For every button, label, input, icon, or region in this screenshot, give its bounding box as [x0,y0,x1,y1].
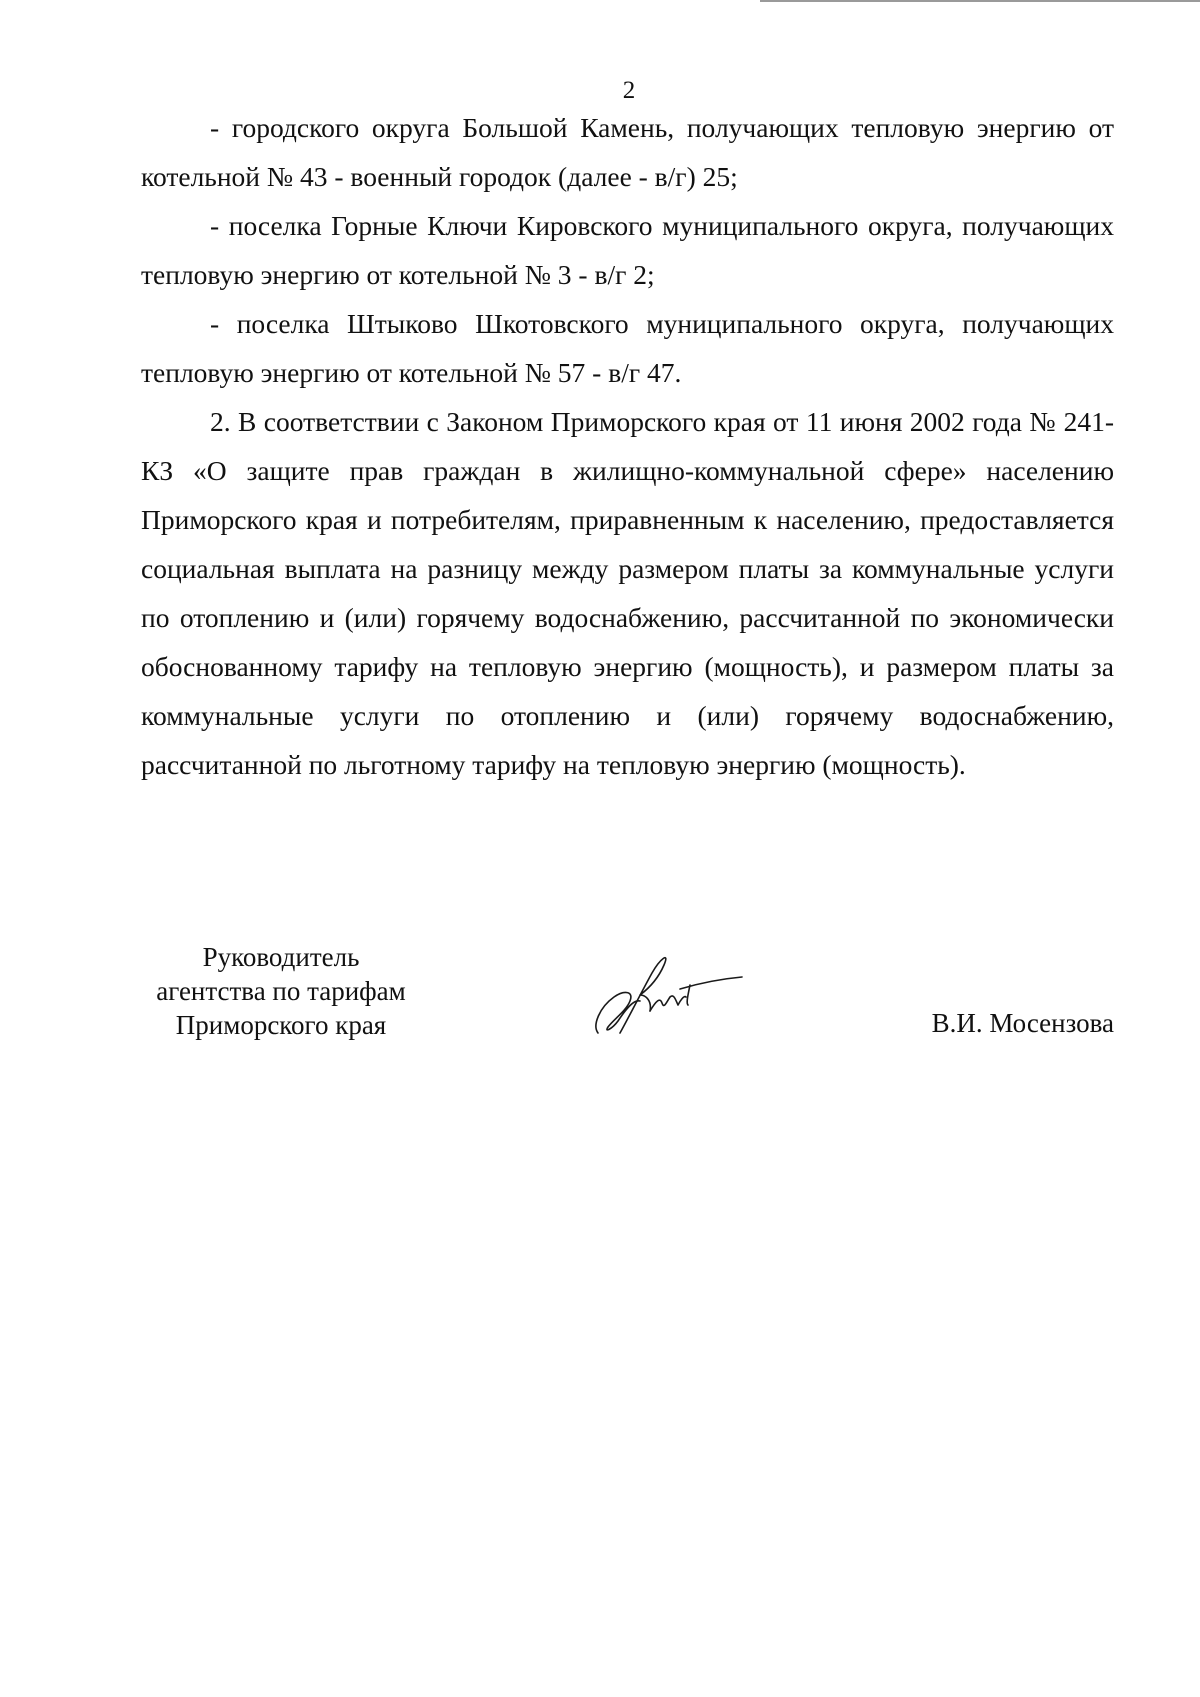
signer-position-line: агентства по тарифам [156,976,406,1006]
page-number: 2 [622,77,636,104]
scan-edge-line [760,0,1200,2]
paragraph-social-payment: 2. В соответствии с Законом Приморского края от 11 июня 2002 года № 241-КЗ «О защите прав граждан в жилищно-коммунальной сфере» населению Приморского края и потребителям, приравненным к населению, предоставляется социальная выплата на разницу между размером платы за коммунальные услуги по отоплению и (или) горячему водоснабжению, рассчитанной по экономически обоснованному тарифу на тепловую энергию (мощность), и размером платы за коммунальные услуги по отоплению и (или) горячему водоснабжению, рассчитанной по льготному тарифу на тепловую энергию (мощность). [141,406,1114,780]
signer-position [140,940,422,1042]
document-body [141,103,1114,789]
paragraph-shtykovo: - поселка Штыково Шкотовского муниципального округа, получающих тепловую энергию от котельной № 57 - в/г 47. [141,308,1114,388]
signer-position-line: Приморского края [175,1010,387,1040]
signer-name: В.И. Мосензова [931,1008,1114,1038]
handwritten-signature [590,945,750,1045]
paragraph-gornye-klyuchi: - поселка Горные Ключи Кировского муниципального округа, получающих тепловую энергию от котельной № 3 - в/г 2; [141,210,1114,290]
signer-position-line: Руководитель [202,942,360,972]
paragraph-bolshoy-kamen: - городского округа Большой Камень, получающих тепловую энергию от котельной № 43 - военный городок (далее - в/г) 25; [141,112,1114,192]
